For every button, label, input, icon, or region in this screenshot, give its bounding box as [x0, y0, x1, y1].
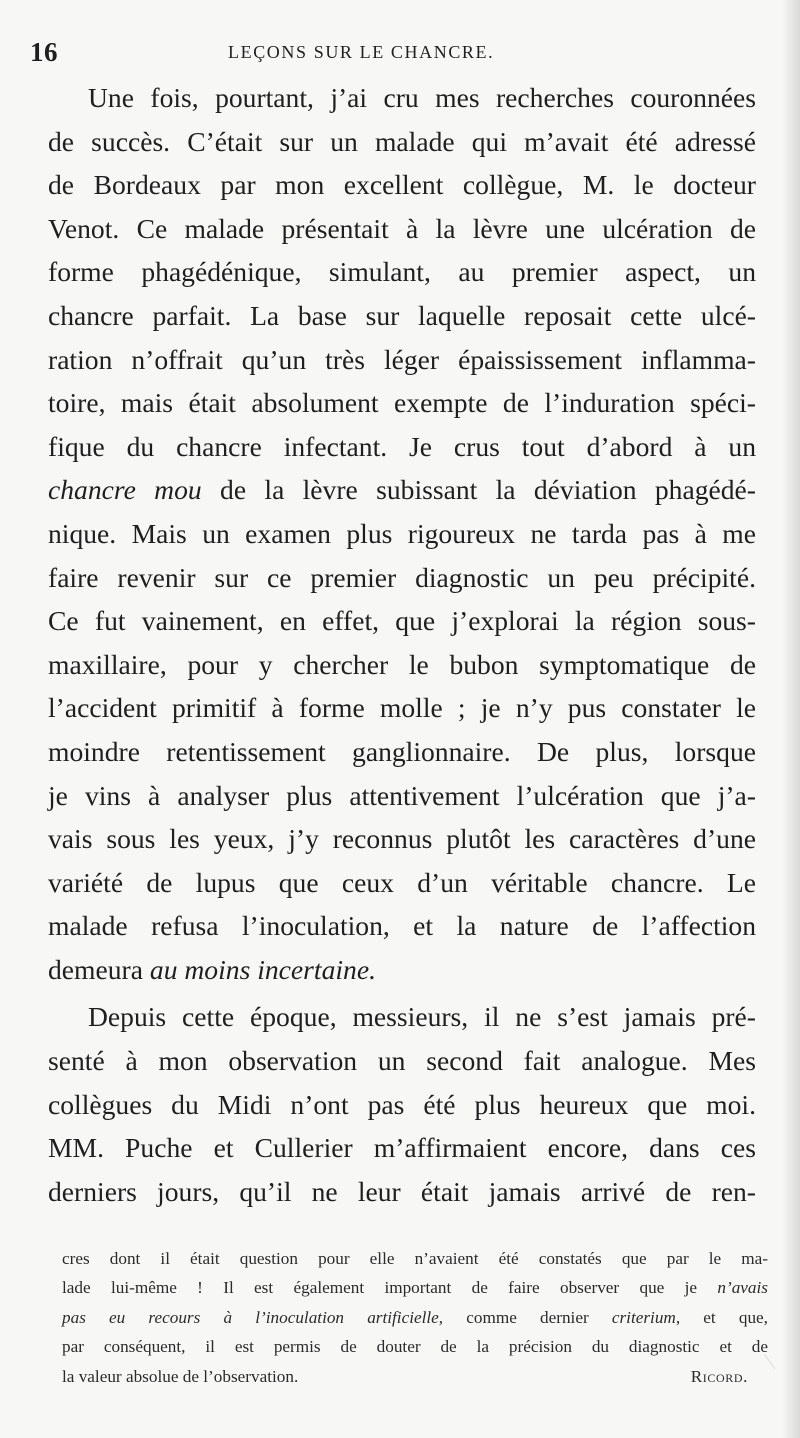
footnote-line	[62, 1362, 768, 1391]
text-fragment: lade lui-même ! Il est également important de faire observer que je	[62, 1278, 718, 1298]
text-line: de Bordeaux par mon excellent collègue, M. le docteur	[48, 169, 756, 201]
text-line: variété de lupus que ceux d’un véritable chancre. Le	[48, 866, 756, 898]
text-line: Venot. Ce malade présentait à la lèvre une ulcération de	[48, 212, 756, 244]
text-line: maxillaire, pour y chercher le bubon symptomatique de	[48, 648, 756, 680]
italic-phrase: au moins incertaine.	[149, 953, 376, 985]
text-line: forme phagédénique, simulant, au premier aspect, un	[48, 256, 756, 288]
footnote-line: cres dont il était question pour elle n’avaient été constatés que par le ma-	[62, 1249, 768, 1268]
page-number: 16	[30, 37, 58, 67]
text-line: nique. Mais un examen plus rigoureux ne tarda pas à me	[48, 517, 756, 549]
text-line: MM. Puche et Cullerier m’affirmaient encore, dans ces	[48, 1132, 756, 1164]
text-fragment: de la lèvre subissant la déviation phagédé-	[201, 474, 756, 506]
text-line	[48, 468, 756, 512]
italic-phrase: chancre mou	[48, 474, 202, 506]
footnote-line: par conséquent, il est permis de douter de la précision du diagnostic et de	[62, 1337, 768, 1357]
text-line: ration n’offrait qu’un très léger épaississement inflamma-	[48, 343, 756, 375]
running-header	[30, 36, 750, 68]
text-fragment: demeura	[48, 953, 150, 985]
text-line: toire, mais était absolument exempte de l’induration spéci-	[48, 387, 756, 419]
italic-phrase: n’avais	[717, 1278, 768, 1298]
text-line: derniers jours, qu’il ne leur était jamais arrivé de ren-	[48, 1175, 756, 1207]
text-line: collègues du Midi n’ont pas été plus heureux que moi.	[48, 1088, 756, 1120]
text-line: de succès. C’était sur un malade qui m’avait été adressé	[48, 125, 756, 157]
chapter-title: LEÇONS SUR LE CHANCRE.	[228, 42, 495, 62]
text-line: faire revenir sur ce premier diagnostic un peu précipité.	[48, 561, 756, 593]
text-line: je vins à analyser plus attentivement l’ulcération que j’a-	[48, 779, 756, 811]
text-line: l’accident primitif à forme molle ; je n’y pus constater le	[48, 692, 756, 724]
text-line	[48, 948, 756, 992]
text-line: Depuis cette époque, messieurs, il ne s’est jamais pré-	[88, 1001, 756, 1033]
footnote-line	[62, 1303, 768, 1332]
text-line: vais sous les yeux, j’y reconnus plutôt les caractères d’une	[48, 823, 756, 855]
text-line: fique du chancre infectant. Je crus tout d’abord à un	[48, 430, 756, 462]
text-line: chancre parfait. La base sur laquelle reposait cette ulcé-	[48, 299, 756, 331]
text-line: Ce fut vainement, en effet, que j’explorai la région sous-	[48, 605, 756, 637]
text-line: senté à mon observation un second fait analogue. Mes	[48, 1045, 756, 1077]
text-fragment: , et que,	[675, 1307, 768, 1327]
signature: Ricord.	[690, 1366, 748, 1386]
italic-phrase: criterium	[611, 1307, 676, 1327]
main-text	[48, 76, 756, 1213]
text-line: moindre retentissement ganglionnaire. De plus, lorsque	[48, 735, 756, 767]
footnote-line	[62, 1273, 768, 1302]
footnote	[62, 1244, 768, 1391]
paragraph-1	[48, 76, 756, 991]
text-fragment: , comme dernier	[438, 1307, 612, 1327]
paragraph-2	[48, 995, 756, 1213]
text-line: malade refusa l’inoculation, et la nature de l’affection	[48, 910, 756, 942]
text-fragment: la valeur absolue de l’observation.	[62, 1366, 299, 1386]
page-edge-shadow	[782, 0, 800, 1438]
italic-phrase: pas eu recours à l’inoculation artificielle	[62, 1307, 439, 1327]
text-line: Une fois, pourtant, j’ai cru mes recherches couronnées	[88, 82, 756, 113]
